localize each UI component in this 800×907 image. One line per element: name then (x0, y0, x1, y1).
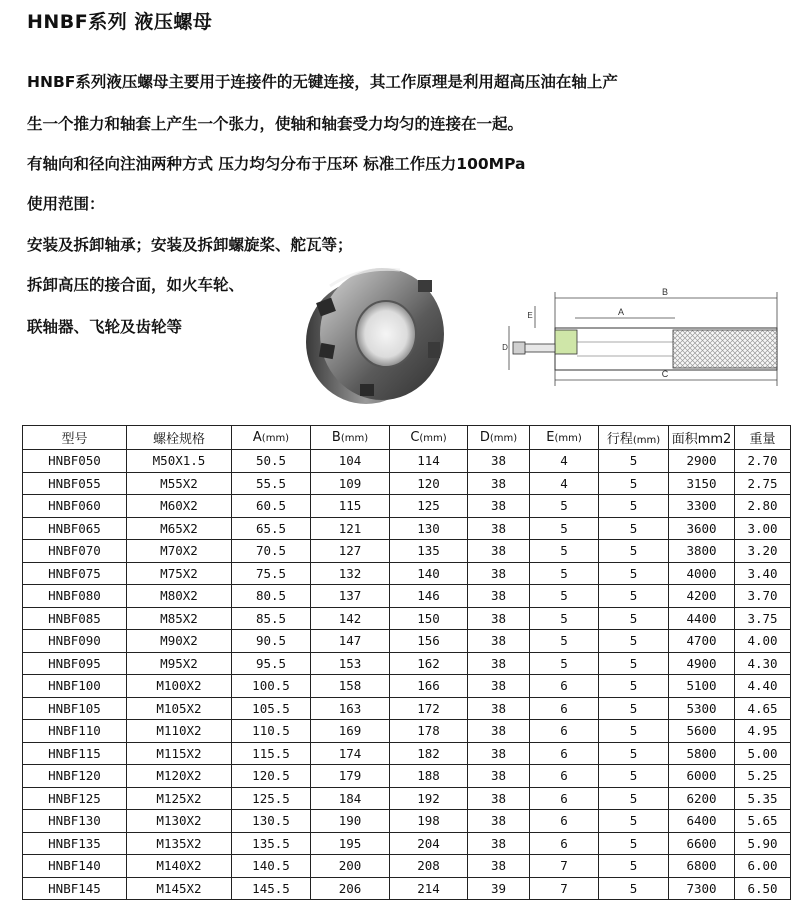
cell-weight: 3.40 (735, 562, 791, 585)
cell-bolt-spec: M85X2 (127, 607, 232, 630)
cell-stroke: 5 (599, 832, 669, 855)
header-stroke: 行程(mm) (599, 426, 669, 450)
cell-b: 137 (311, 585, 390, 608)
cell-model: HNBF140 (23, 855, 127, 878)
cell-area: 2900 (669, 450, 735, 473)
cell-b: 121 (311, 517, 390, 540)
cell-c: 188 (390, 765, 468, 788)
cell-b: 109 (311, 472, 390, 495)
cell-a: 90.5 (232, 630, 311, 653)
cell-c: 208 (390, 855, 468, 878)
cell-c: 214 (390, 877, 468, 900)
cell-bolt-spec: M90X2 (127, 630, 232, 653)
cell-d: 38 (468, 765, 530, 788)
cell-c: 204 (390, 832, 468, 855)
cell-model: HNBF135 (23, 832, 127, 855)
header-e: E(mm) (530, 426, 599, 450)
cell-c: 172 (390, 697, 468, 720)
cell-a: 120.5 (232, 765, 311, 788)
cell-area: 7300 (669, 877, 735, 900)
table-row (23, 787, 791, 810)
cell-model: HNBF050 (23, 450, 127, 473)
cell-weight: 6.00 (735, 855, 791, 878)
cell-e: 5 (530, 495, 599, 518)
cell-c: 130 (390, 517, 468, 540)
cell-bolt-spec: M105X2 (127, 697, 232, 720)
usage-heading: 使用范围： (27, 195, 105, 213)
cell-weight: 3.70 (735, 585, 791, 608)
cell-weight: 5.90 (735, 832, 791, 855)
cell-e: 6 (530, 832, 599, 855)
cell-d: 38 (468, 585, 530, 608)
usage-line-1: 安装及拆卸轴承；安装及拆卸螺旋桨、舵瓦等； (27, 236, 353, 254)
cell-a: 140.5 (232, 855, 311, 878)
dimension-d-label: D (502, 343, 508, 352)
cell-c: 182 (390, 742, 468, 765)
cell-stroke: 5 (599, 540, 669, 563)
cell-model: HNBF125 (23, 787, 127, 810)
table-body (23, 450, 791, 900)
intro-paragraph-line-1: HNBF系列液压螺母主要用于连接件的无键连接，其工作原理是利用超高压油在轴上产 (27, 73, 618, 91)
cell-e: 6 (530, 720, 599, 743)
cell-a: 75.5 (232, 562, 311, 585)
cell-c: 198 (390, 810, 468, 833)
cell-model: HNBF145 (23, 877, 127, 900)
cell-a: 135.5 (232, 832, 311, 855)
cell-area: 4700 (669, 630, 735, 653)
header-bolt-spec: 螺栓规格 (127, 426, 232, 450)
cell-b: 169 (311, 720, 390, 743)
cell-c: 135 (390, 540, 468, 563)
cell-area: 6400 (669, 810, 735, 833)
cell-weight: 4.65 (735, 697, 791, 720)
cell-a: 145.5 (232, 877, 311, 900)
cell-area: 3300 (669, 495, 735, 518)
table-row (23, 877, 791, 900)
cell-area: 6200 (669, 787, 735, 810)
header-d: D(mm) (468, 426, 530, 450)
cell-e: 7 (530, 877, 599, 900)
cell-a: 110.5 (232, 720, 311, 743)
cell-stroke: 5 (599, 675, 669, 698)
cell-model: HNBF095 (23, 652, 127, 675)
table-row (23, 607, 791, 630)
cell-b: 195 (311, 832, 390, 855)
table-row (23, 562, 791, 585)
cell-c: 146 (390, 585, 468, 608)
cell-weight: 4.00 (735, 630, 791, 653)
table-row (23, 495, 791, 518)
dimension-b-label: B (661, 287, 669, 297)
cell-b: 104 (311, 450, 390, 473)
cell-area: 5800 (669, 742, 735, 765)
dimension-e-label: E (527, 311, 533, 320)
cell-stroke: 5 (599, 607, 669, 630)
cell-bolt-spec: M95X2 (127, 652, 232, 675)
cell-model: HNBF060 (23, 495, 127, 518)
cell-model: HNBF130 (23, 810, 127, 833)
cell-e: 6 (530, 810, 599, 833)
cell-model: HNBF080 (23, 585, 127, 608)
cell-e: 4 (530, 472, 599, 495)
cell-e: 7 (530, 855, 599, 878)
cell-e: 6 (530, 765, 599, 788)
table-row (23, 450, 791, 473)
cell-a: 100.5 (232, 675, 311, 698)
intro-paragraph-line-2: 生一个推力和轴套上产生一个张力，使轴和轴套受力均匀的连接在一起。 (27, 115, 524, 133)
cell-weight: 2.75 (735, 472, 791, 495)
cell-weight: 6.50 (735, 877, 791, 900)
cell-e: 6 (530, 742, 599, 765)
cell-model: HNBF090 (23, 630, 127, 653)
cell-area: 3600 (669, 517, 735, 540)
pressure-description: 有轴向和径向注油两种方式 压力均匀分布于压环 标准工作压力100MPa (27, 155, 526, 173)
cell-weight: 4.40 (735, 675, 791, 698)
cell-c: 192 (390, 787, 468, 810)
cell-a: 85.5 (232, 607, 311, 630)
usage-line-3: 联轴器、飞轮及齿轮等 (27, 318, 183, 336)
cell-c: 162 (390, 652, 468, 675)
cell-d: 39 (468, 877, 530, 900)
cross-section-diagram (495, 278, 785, 390)
cell-weight: 2.70 (735, 450, 791, 473)
cell-area: 5600 (669, 720, 735, 743)
cell-bolt-spec: M110X2 (127, 720, 232, 743)
cell-area: 3150 (669, 472, 735, 495)
cell-b: 142 (311, 607, 390, 630)
table-row (23, 720, 791, 743)
table-header-row (23, 426, 791, 450)
cell-d: 38 (468, 652, 530, 675)
cell-d: 38 (468, 697, 530, 720)
cell-d: 38 (468, 540, 530, 563)
cell-a: 130.5 (232, 810, 311, 833)
cell-d: 38 (468, 810, 530, 833)
cell-c: 125 (390, 495, 468, 518)
cell-e: 5 (530, 517, 599, 540)
cell-d: 38 (468, 630, 530, 653)
cell-b: 179 (311, 765, 390, 788)
cell-bolt-spec: M60X2 (127, 495, 232, 518)
cell-b: 190 (311, 810, 390, 833)
cell-bolt-spec: M75X2 (127, 562, 232, 585)
cell-model: HNBF110 (23, 720, 127, 743)
table-row (23, 652, 791, 675)
dimension-a-label: A (617, 307, 625, 317)
cell-d: 38 (468, 855, 530, 878)
cell-b: 206 (311, 877, 390, 900)
cell-c: 166 (390, 675, 468, 698)
table-row (23, 697, 791, 720)
cell-d: 38 (468, 472, 530, 495)
cell-weight: 4.30 (735, 652, 791, 675)
dimension-c-label: C (661, 369, 669, 379)
cell-weight: 3.75 (735, 607, 791, 630)
cell-b: 174 (311, 742, 390, 765)
cell-model: HNBF100 (23, 675, 127, 698)
cell-bolt-spec: M115X2 (127, 742, 232, 765)
cell-area: 4900 (669, 652, 735, 675)
header-a: A(mm) (232, 426, 311, 450)
cell-bolt-spec: M125X2 (127, 787, 232, 810)
cell-area: 5300 (669, 697, 735, 720)
table-row (23, 630, 791, 653)
cell-bolt-spec: M50X1.5 (127, 450, 232, 473)
cell-weight: 5.65 (735, 810, 791, 833)
cell-stroke: 5 (599, 810, 669, 833)
cell-stroke: 5 (599, 787, 669, 810)
cell-a: 55.5 (232, 472, 311, 495)
cell-e: 5 (530, 585, 599, 608)
cell-a: 60.5 (232, 495, 311, 518)
cell-weight: 5.35 (735, 787, 791, 810)
header-model: 型号 (23, 426, 127, 450)
cell-a: 115.5 (232, 742, 311, 765)
cell-b: 115 (311, 495, 390, 518)
cell-d: 38 (468, 495, 530, 518)
cell-b: 127 (311, 540, 390, 563)
cell-bolt-spec: M100X2 (127, 675, 232, 698)
cell-b: 132 (311, 562, 390, 585)
cell-d: 38 (468, 832, 530, 855)
cell-weight: 4.95 (735, 720, 791, 743)
cell-weight: 3.20 (735, 540, 791, 563)
cell-bolt-spec: M70X2 (127, 540, 232, 563)
cell-area: 4200 (669, 585, 735, 608)
cell-d: 38 (468, 517, 530, 540)
cell-d: 38 (468, 450, 530, 473)
header-weight: 重量 (735, 426, 791, 450)
table-row (23, 765, 791, 788)
cell-model: HNBF055 (23, 472, 127, 495)
hydraulic-nut-photo (300, 262, 450, 407)
cell-b: 158 (311, 675, 390, 698)
cell-stroke: 5 (599, 630, 669, 653)
cell-stroke: 5 (599, 495, 669, 518)
cell-stroke: 5 (599, 472, 669, 495)
cell-e: 5 (530, 630, 599, 653)
header-c: C(mm) (390, 426, 468, 450)
specification-table (22, 425, 791, 900)
cell-weight: 5.00 (735, 742, 791, 765)
cell-e: 6 (530, 675, 599, 698)
cell-bolt-spec: M80X2 (127, 585, 232, 608)
header-b: B(mm) (311, 426, 390, 450)
cell-c: 156 (390, 630, 468, 653)
cell-a: 80.5 (232, 585, 311, 608)
cell-model: HNBF085 (23, 607, 127, 630)
cell-e: 5 (530, 562, 599, 585)
cell-stroke: 5 (599, 585, 669, 608)
cell-a: 95.5 (232, 652, 311, 675)
table-row (23, 810, 791, 833)
table-row (23, 585, 791, 608)
cell-model: HNBF115 (23, 742, 127, 765)
cell-model: HNBF075 (23, 562, 127, 585)
header-area: 面积mm2 (669, 426, 735, 450)
cell-weight: 2.80 (735, 495, 791, 518)
cell-a: 50.5 (232, 450, 311, 473)
cell-area: 4400 (669, 607, 735, 630)
cell-e: 6 (530, 787, 599, 810)
cell-c: 150 (390, 607, 468, 630)
cell-bolt-spec: M130X2 (127, 810, 232, 833)
cell-model: HNBF070 (23, 540, 127, 563)
cell-stroke: 5 (599, 742, 669, 765)
cell-stroke: 5 (599, 855, 669, 878)
cell-stroke: 5 (599, 877, 669, 900)
cell-e: 4 (530, 450, 599, 473)
cell-stroke: 5 (599, 720, 669, 743)
cell-model: HNBF105 (23, 697, 127, 720)
usage-line-2: 拆卸高压的接合面，如火车轮、 (27, 276, 245, 294)
cell-area: 6600 (669, 832, 735, 855)
cell-a: 105.5 (232, 697, 311, 720)
cell-stroke: 5 (599, 697, 669, 720)
page-title: HNBF系列 液压螺母 (27, 11, 213, 33)
cell-bolt-spec: M135X2 (127, 832, 232, 855)
cell-area: 3800 (669, 540, 735, 563)
table-row (23, 472, 791, 495)
cell-a: 125.5 (232, 787, 311, 810)
table-row (23, 832, 791, 855)
table-row (23, 855, 791, 878)
cell-d: 38 (468, 720, 530, 743)
cell-area: 6800 (669, 855, 735, 878)
cell-stroke: 5 (599, 562, 669, 585)
cell-c: 178 (390, 720, 468, 743)
cell-bolt-spec: M120X2 (127, 765, 232, 788)
cell-b: 163 (311, 697, 390, 720)
table-row (23, 540, 791, 563)
table-row (23, 742, 791, 765)
cell-weight: 3.00 (735, 517, 791, 540)
table-row (23, 517, 791, 540)
cell-model: HNBF065 (23, 517, 127, 540)
cell-stroke: 5 (599, 450, 669, 473)
cell-e: 5 (530, 607, 599, 630)
cell-e: 5 (530, 652, 599, 675)
cell-stroke: 5 (599, 517, 669, 540)
cell-d: 38 (468, 787, 530, 810)
cell-d: 38 (468, 607, 530, 630)
cell-area: 4000 (669, 562, 735, 585)
cell-bolt-spec: M140X2 (127, 855, 232, 878)
cell-e: 5 (530, 540, 599, 563)
cell-model: HNBF120 (23, 765, 127, 788)
cell-b: 153 (311, 652, 390, 675)
cell-area: 5100 (669, 675, 735, 698)
cell-weight: 5.25 (735, 765, 791, 788)
cell-area: 6000 (669, 765, 735, 788)
cell-stroke: 5 (599, 652, 669, 675)
cell-d: 38 (468, 742, 530, 765)
cell-a: 70.5 (232, 540, 311, 563)
cell-bolt-spec: M145X2 (127, 877, 232, 900)
cell-b: 200 (311, 855, 390, 878)
cell-b: 147 (311, 630, 390, 653)
cell-c: 140 (390, 562, 468, 585)
cell-e: 6 (530, 697, 599, 720)
cell-d: 38 (468, 675, 530, 698)
cell-bolt-spec: M55X2 (127, 472, 232, 495)
table-row (23, 675, 791, 698)
cell-b: 184 (311, 787, 390, 810)
cell-d: 38 (468, 562, 530, 585)
cell-stroke: 5 (599, 765, 669, 788)
cell-c: 114 (390, 450, 468, 473)
cell-c: 120 (390, 472, 468, 495)
cell-bolt-spec: M65X2 (127, 517, 232, 540)
cell-a: 65.5 (232, 517, 311, 540)
